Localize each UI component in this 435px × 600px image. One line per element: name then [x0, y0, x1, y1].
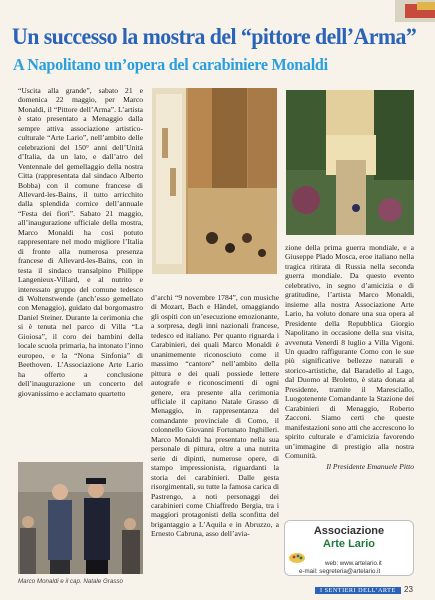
association-name: Associazione	[313, 525, 385, 537]
photo-monaldi-grasso	[18, 462, 143, 574]
article-column-1: “Uscita alla grande”, sabato 21 e domenica 22 maggio, per Marco Monaldi, il “Pittore dell’Arma”. L’artista è stato presentato a Menaggio dalla sempre attiva associazione artistico-culturale “Arte Lario”, nell’ambito delle celebrazioni del 150° anni dell’Unità d’Italia, da un lato, e dall’atro del Ventennale del gemellaggio della nostra Citta (rappresentata dal sindaco Alberto Bobba) con il comune francese di Allevard-les-Bains, il tutto arricchito dalla splendida cornice dell’annuale “Festa dei fiori”. Sabato 21 maggio, all’inaugurazione ufficiale della mostra, Marco Monaldi ha così potuto rappresentare nel modo migliore l’Italia di fronte alla numerosa presenza francese di Allevard-les-Bains, con in testa il sindaco transalpino Philippe Langenieux-Villard, e al nutrito e interessato gruppo del comune tedesco di Woltenstwende (anch’esso gemellato con Menaggio), guidato dal borgomastro Daniel Steiner. Durante la cerimonia che si è tenuta nel parco di Villa “La Gioiosa”, il coro dei bambini della locale scuola primaria, ha intonato l’inno europeo, e la “Nona Sinfonia” di Beethoven. L’Associazione Arte Lario ha offerto a conclusione dell’inaugurazione un concerto del giovanissimo e acclamato quartetto	[18, 86, 143, 398]
association-email[interactable]: e-mail: segreteria@artelario.it	[299, 568, 381, 575]
article-title: Un successo la mostra del “pittore dell’Arma”	[12, 24, 417, 50]
corner-decoration	[395, 0, 435, 22]
article-signature: Il Presidente Emanuele Pitto	[326, 462, 414, 472]
footer-section-label: I SENTIERI DELL’ARTE	[315, 587, 401, 594]
association-box	[284, 520, 414, 576]
association-website[interactable]: web: www.artelario.it	[325, 560, 382, 567]
palette-logo-icon	[289, 552, 305, 564]
page-number: 23	[404, 585, 413, 594]
photo-caption: Marco Monaldi e il cap. Natale Grasso	[18, 578, 123, 585]
article-subtitle: A Napolitano un’opera del carabiniere Monaldi	[13, 55, 328, 74]
article-column-3-wrapper	[285, 243, 414, 472]
article-column-3: zione della prima guerra mondiale, e a Giuseppe Plado Mosca, eroe italiano nella tragica ritirata di Russia nella seconda guerra mondiale. Da questo evento celebrativo, in segno d’amicizia e di gratitudine, l’artista Marco Monaldi, insieme alla nostra Associazione Arte Lario, ha voluto donare una sua opera al Presidente della Repubblica Giorgio Napolitano in occasione della sua visita, avvenuta Venerdì 8 luglio a Villa Vigoni. Un quadro raffigurante Como con le sue più significative bellezze naturali e storico-artistiche, dal Baradello al Lago, dal Duomo al Broletto, è stata donata al Presidente, tramite il Maresciallo, Luogotenente Comandante la Stazione dei Carabinieri di Menaggio, Roberto Zacconi. Siamo certi che queste manifestazioni sono atti che accrescono lo spirito culturale e d’amicizia favorendo un’immagine di prestigio alla nostra Comunità.	[285, 243, 414, 460]
painting-garden-photo	[286, 90, 414, 235]
article-column-2: d’archi “9 novembre 1784”, con musiche di Mozart, Bach e Händel, omaggiando gli ospiti con un’esecuzione emozionante, a sorpresa, degli inni nazionali francese, tedesco ed italiano. Per quanto riguarda i Carabinieri, dei quali Marco Monaldi è unanimemente riconosciuto come il massimo “cantore” nell’ambito della pittura e dei quali possiede lettere autografe e riconoscimenti di ogni genere, era presente alla cerimonia ufficiale il capitano Natale Grasso di Menaggio, in rappresentanza del comandante provinciale di Como, il colonnello Giovanni Fortunato Inghilleri. Marco Monaldi ha presentato nella sua personale di pittura, oltre a una nutrita serie di dipinti, numerose opere, di stampo impressionista, riguardanti la storia dei carabinieri. Dalle gesta risorgimentali, su tutte la famosa carica di Pastrengo, a noti personaggi dei carabinieri come Chiaffredo Bergia, tra i maggiori protagonisti della sconfitta del brigantaggio a L’Aquila e in Abruzzo, a Ernesto Cabruna, asso dell’avia-	[151, 293, 279, 539]
painting-venice-photo	[152, 88, 277, 274]
association-subname: Arte Lario	[323, 538, 375, 550]
